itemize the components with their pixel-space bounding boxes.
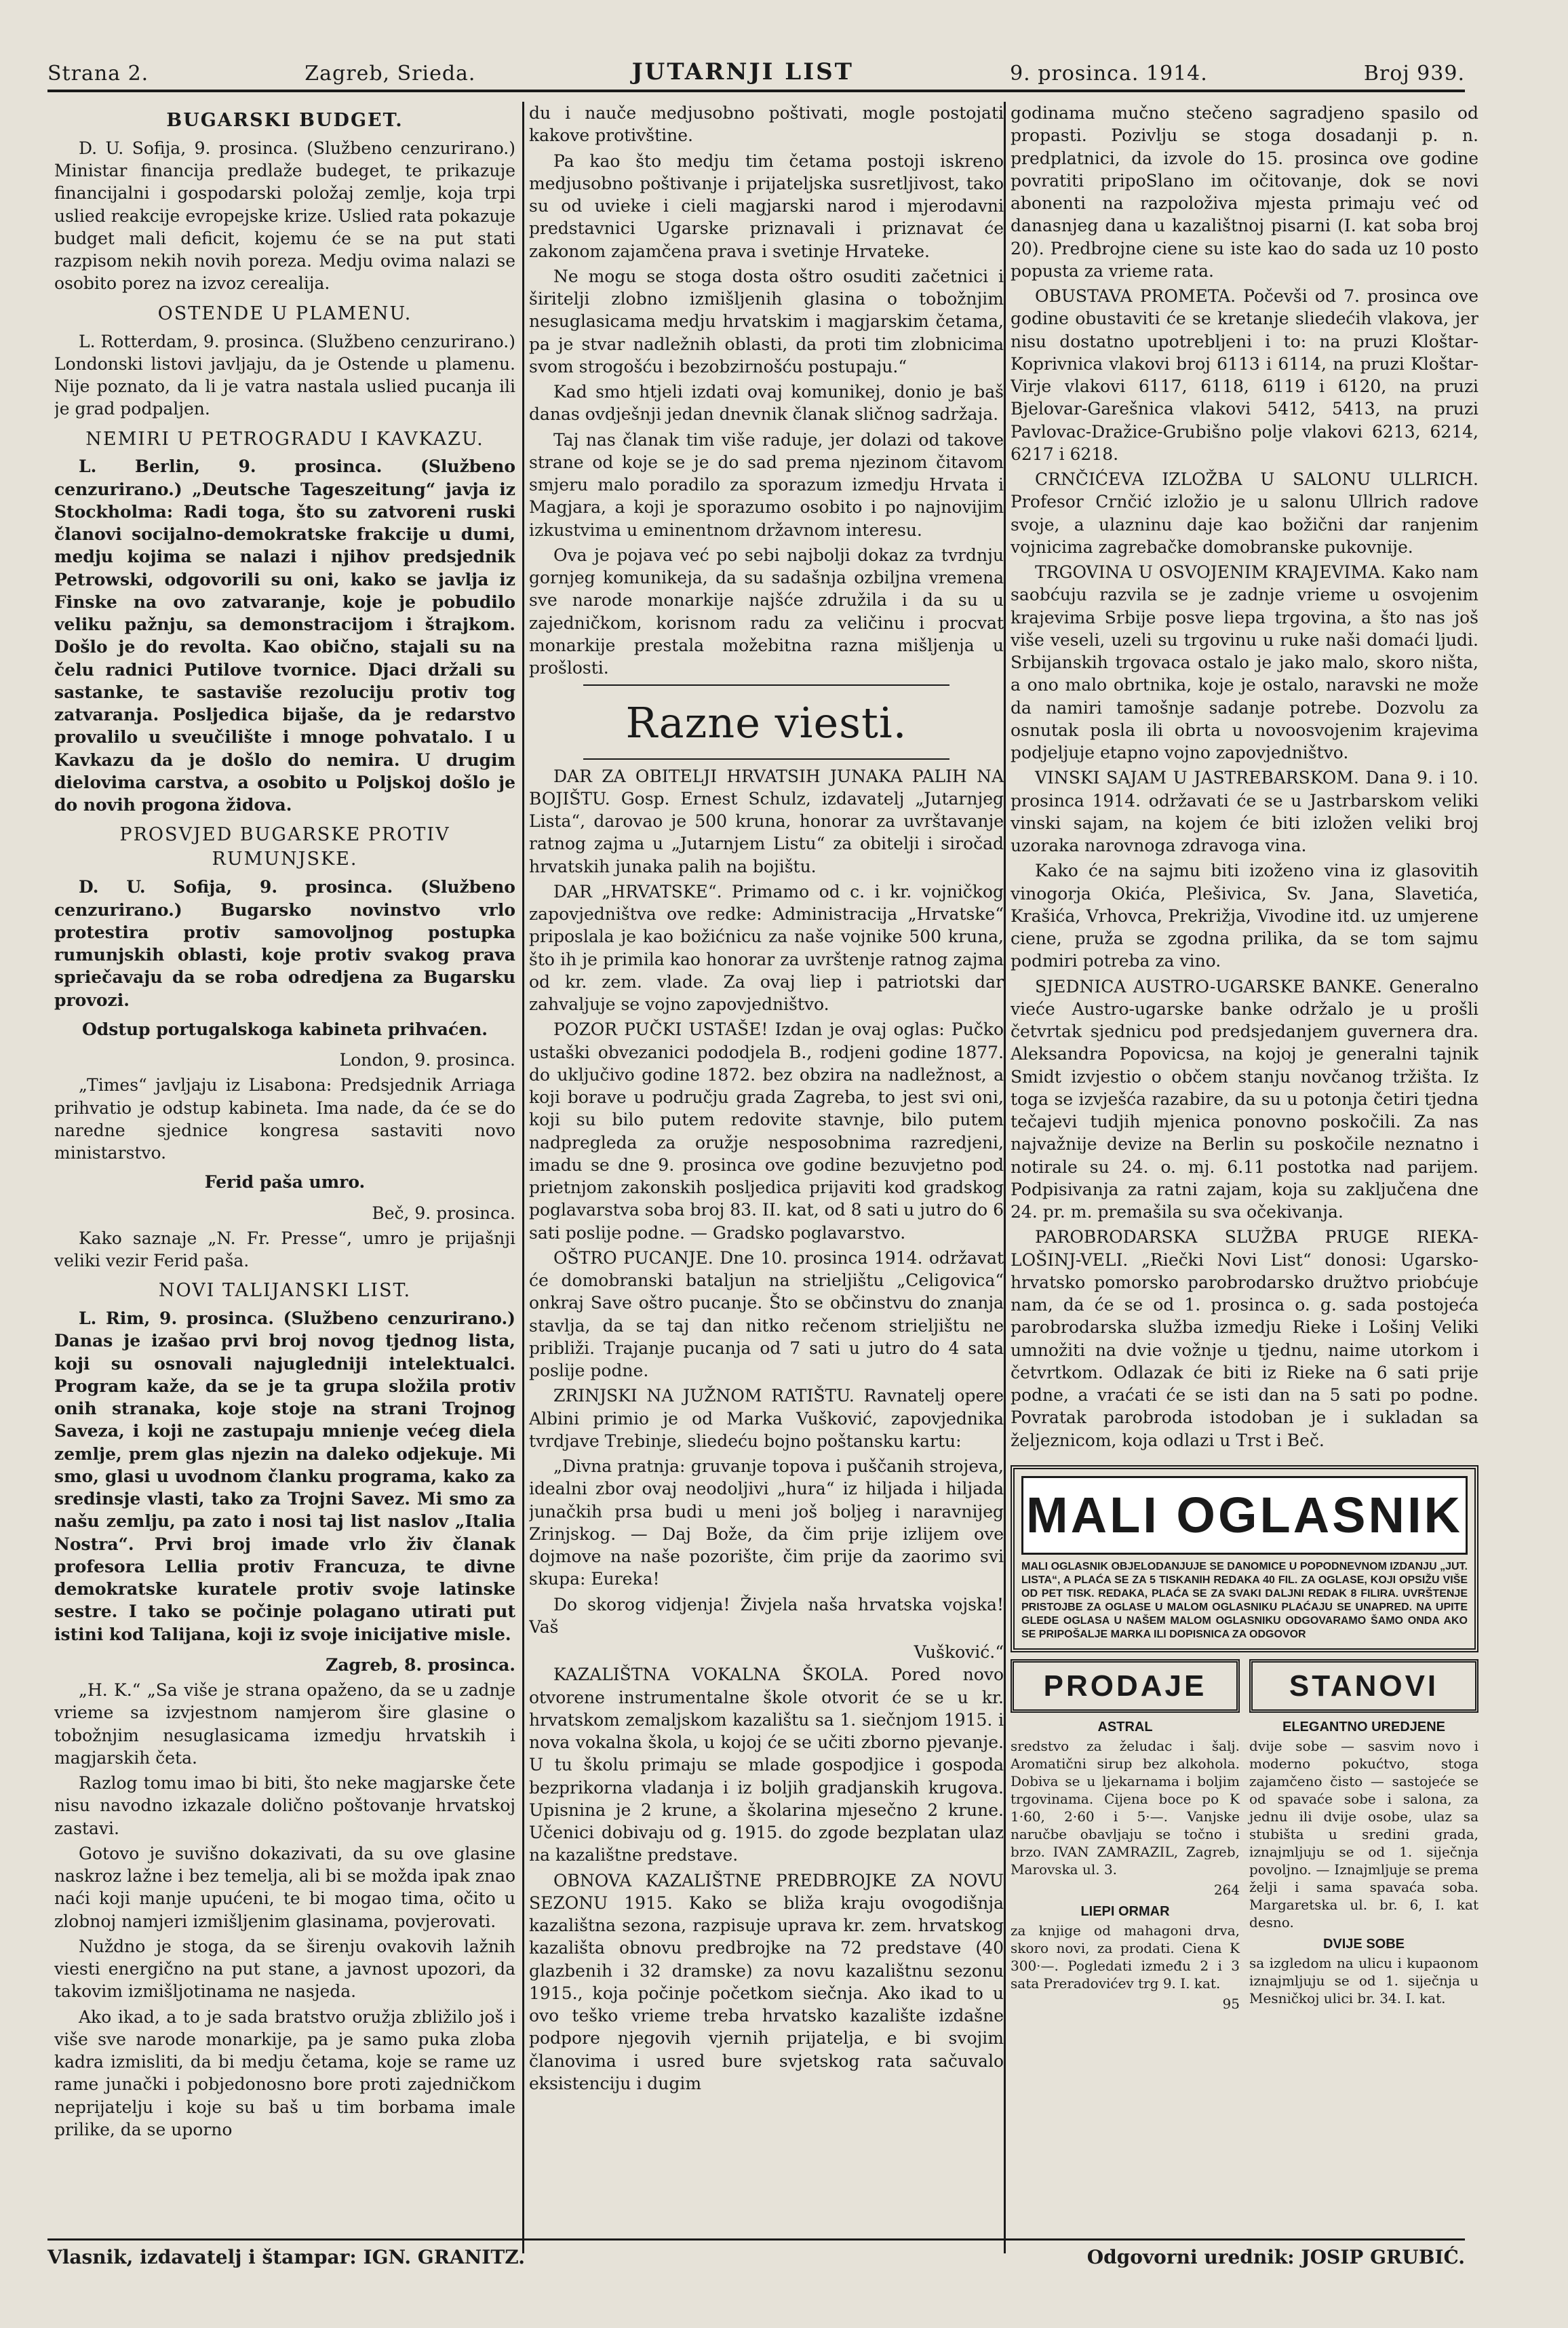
news-item: „Divna pratnja: gruvanje topova i puščanih strojeva, idealni zbor ovaj neodoljivi „hura“ iz hiljada i hiljada junačkih prsa budi u meni još boljeg i naravnijeg Zrinjskog. — Daj Bože, da čim prije izlijem ove dojmove na naše pozorište, čim prije da zaorimo svi skupa: Eureka! bbox=[529, 1456, 1004, 1589]
issue-date: 9. prosinca. 1914. bbox=[1010, 62, 1208, 85]
section-rule bbox=[583, 684, 949, 686]
article-text: D. U. Sofija, 9. prosinca. (Službeno cenzurirano.) Bugarsko novinstvo vrlo protestira protiv samovoljnog postupka rumunjskih oblasti, koje protiv svakog prava spriečavaju da se roba odredjena za Bugarsku provozi. bbox=[54, 877, 515, 1010]
subheadline: Ferid paša umro. bbox=[204, 1172, 366, 1192]
classifieds-intro: MALI OGLASNIK OBJELODANJUJE SE DANOMICE U POPODNEVNOM IZDANJU „JUT. LISTA“, A PLAĆA SE ZA 5 TISKANIH REDAKA 40 FIL. ZA OGLASE, KOJI OPSIŽU VIŠE OD PET TISK. REDAKA, PLAĆA SE ZA SVAKI DALJNI REDAK 8 FILIRA. UVRŠTENJE PRISTOJBE ZA OGLASE U MALOM OGLASNIKU PLAĆAJU SE UNAPRED. NA UPITE GLEDE OGLASA U NAŠEM MALOM OGLASNIKU ODGOVARAMO ŠAMO ONDA AKO SE PRIPOŠALJE MARKA ILI DOPISNICA ZA ODGOVOR bbox=[1021, 1561, 1468, 1641]
news-item: OŠTRO PUCANJE. Dne 10. prosinca 1914. održavat će domobranski bataljun na strieljištu „Celigovica“ onkraj Save oštro pucanje. Što se občinstvu do znanja stavlja, da se taj dan nitko rečenom strieljištu ne približi. Trajanje pucanja od 7 sati u jutro do 4 sata poslije podne. bbox=[529, 1247, 1004, 1381]
headline: NEMIRI U PETROGRADU I KAVKAZU. bbox=[85, 428, 484, 450]
dateline: Beč, 9. prosinca. bbox=[372, 1203, 515, 1223]
subheadline: Odstup portugalskoga kabineta prihvaćen. bbox=[81, 1019, 488, 1039]
ad-text: sa izgledom na ulicu i kupaonom iznajmljuju se od 1. siječnja u Mesničkoj ulici br. 34. I. kat. bbox=[1249, 1955, 1478, 2007]
classifieds-title: MALI OGLASNIK bbox=[1021, 1476, 1468, 1555]
place-day: Zagreb, Srieda. bbox=[305, 62, 476, 85]
news-item: TRGOVINA U OSVOJENIM KRAJEVIMA. Kako nam saobćuju razvila se je zadnje vrieme u osvojenim krajevima Srbije posve liepa trgovina, a što nas još više veseli, uzeli su trgovinu u ruke naši domaći ljudi. Srbijanskih trgovaca ostalo je jako malo, skoro ništa, a ono malo obrtnika, koje je ostalo, naravski ne može da namiri tamošnje sadanje potrebe. Dozvolu za osnutak posla ili obrta u novoosvojenim krajevima podjeljuje etapno vojno zapovjedništvo. bbox=[1011, 562, 1478, 762]
sales-heading: PRODAJE bbox=[1011, 1659, 1240, 1713]
news-item: ZRINJSKI NA JUŽNOM RATIŠTU. Ravnatelj opere Albini primio je od Marka Vušković, zapovjednika tvrdjave Trebinje, sliedeću bojno poštansku kartu: bbox=[529, 1386, 1004, 1451]
imprint bbox=[47, 2238, 1465, 2268]
ad-number: 95 bbox=[1222, 1996, 1240, 2013]
article-text: L. Rim, 9. prosinca. (Službeno cenzurirano.) Danas je izašao prvi broj novog tjednog lista, koji su osnovali najugledniji intelektualci. Program kaže, da se je ta grupa složila protiv onih stranaka, koje stoje na strani Trojnog Saveza, i koji ne zastupaju mnienje većeg diela zemlje, prem glas njezin na daleko odjekuje. Mi smo, glasi u uvodnom članku programa, kako za sredinsje vlasti, tako za Trojni Savez. Mi smo za našu zemlju, pa zato i nosi taj list naslov „Italia Nostra“. Prvi broj imade vrlo živ članak profesora Lellia protiv Francuza, te divne demokratske kuratele protiv svoje latinske sestre. I tako se počinje polagano utirati put istini kod Talijana, koji iz svoje inicijative misle. bbox=[54, 1308, 515, 1644]
news-item: KAZALIŠTNA VOKALNA ŠKOLA. Pored novo otvorene instrumentalne škole otvorit će se u kr. hrvatskom zemaljskom kazalištu sa 1. siečnjom 1915. i nova vokalna škola, u kojoj će se učiti zborno pjevanje. U tu školu primaju se mlade gospodjice i gospoda bezprikorna vladanja i iz boljih gradjanskih krugova. Upisnina je 2 krune, a školarina mjesečno 2 krune. Učenici dobivaju od g. 1915. do zgode bezplatan ulaz na kazalištne predstave. bbox=[529, 1665, 1004, 1865]
article-text: L. Berlin, 9. prosinca. (Službeno cenzurirano.) „Deutsche Tageszeitung“ javja iz Stockholma: Radi toga, što su zatvoreni ruski članovi socijalno-demokratske frakcije u dumi, medju kojima se nalazi i njihov predsjednik Petrowski, odgovorili su oni, kako se javlja iz Finske na ovo zatvaranje, koje je pobudilo veliku pažnju, sa demonstracijom i štrajkom. Došlo je do revolta. Kao obično, stajali su na čelu radnici Putilove tvornice. Djaci držali su sastanke, te sastaviše rezoluciju protiv tog zatvaranja. Posljedica bijaše, da je redarstvo provalilo u sveučilište i mnoge pohvatalo. I u Kavkazu da je došlo do nemira. U drugim dielovima carstva, a osobito u Poljskoj došlo je do novih progona židova. bbox=[54, 457, 515, 815]
article-text: du i nauče medjusobno poštivati, mogle postojati kakove protivštine. bbox=[529, 103, 1004, 146]
section-title: Razne viesti. bbox=[625, 698, 907, 748]
news-item: OBNOVA KAZALIŠTNE PREDBROJKE ZA NOVU SEZONU 1915. Kako se bliža kraju ovogodišnja kazalištna sezona, razpisuje uprava kr. zem. hrvatskog kazališta obnovu predbrojke na 72 predstave (40 glazbenih i 32 dramske) za novu kazalištnu sezonu 1915., koja počinje početkom siečnja. Ako ikad to u ovo teško vrieme treba hrvatsko kazalište izdašne podpore njegovih vjernih prijatelja, e bi svojim članovima i usred bure svjetskog rata sačuvalo eksistenciju i dugim bbox=[529, 1870, 1004, 2093]
dateline: London, 9. prosinca. bbox=[339, 1050, 515, 1070]
publisher: Vlasnik, izdavatelj i štampar: IGN. GRANITZ. bbox=[47, 2246, 525, 2268]
classifieds bbox=[1011, 1659, 1478, 2013]
column-1 bbox=[54, 102, 515, 2247]
column-3 bbox=[1011, 102, 1478, 2247]
article-text: Kako saznaje „N. Fr. Presse“, umro je prijašnji veliki vezir Ferid paša. bbox=[54, 1228, 515, 1271]
headline: OSTENDE U PLAMENU. bbox=[157, 303, 412, 324]
ad-text: dvije sobe — sasvim novo i moderno pokućtvo, stoga zajamčeno čisto — sastojeće se od spavaće sobe i salona, za jednu ili dvije osobe, ulaz sa stubišta u sredini grada, iznajmljuju se od 1. siječnja povoljno. — Iznajmljuje se prema želji i sama spavaća soba. Margaretska ul. br. 6, I. kat desno. bbox=[1249, 1738, 1478, 1931]
classifieds-sales bbox=[1011, 1659, 1240, 2013]
classifieds-flats bbox=[1249, 1659, 1478, 2013]
article-text: Gotovo je suvišno dokazivati, da su ove glasine naskroz lažne i bez temelja, ali bi se možda ipak znao naći koji manje upućeni, te bi mogao tima, očito u zlobnoj namjeri izmišljenim glasinama, povjerovati. bbox=[54, 1843, 515, 1931]
ad-title: LIEPI ORMAR bbox=[1080, 1904, 1170, 1920]
news-item: VINSKI SAJAM U JASTREBARSKOM. Dana 9. i 10. prosinca 1914. održavati će se u Jastrbarskom veliki vinski sajam, na kojem će biti izložen veliki broj uzoraka narovnoga zdravoga vina. bbox=[1011, 768, 1478, 855]
article-text: D. U. Sofija, 9. prosinca. (Službeno cenzurirano.) Ministar financija predlaže budeget, te prikazuje financijalni i gospodarski položaj zemlje, koja trpi uslied reakcije evropejske krize. Uslied rata pokazuje budget mali deficit, kojemu će se na put stati razpisom nekih novih poreza. Medju ovima nalazi se osobito porez na izvoz cerealija. bbox=[54, 138, 515, 294]
news-item: Do skorog vidjenja! Živjela naša hrvatska vojska! Vaš bbox=[529, 1594, 1004, 1637]
article-text: Ova je pojava već po sebi najbolji dokaz za tvrdnju gornjeg komunikeja, da su sadašnja ozbiljna vremena sve narode monarkije najšće združila i da su u zajedničkom, korisnom radu za veličinu i procvat monarkije prestala možebitna razna mišljenja u prošlosti. bbox=[529, 545, 1004, 678]
article-text: „Times“ javljaju iz Lisabona: Predsjednik Arriaga prihvatio je odstup kabineta. Ima nade, da će se do naredne sjednice kongresa sastaviti novo ministarstvo. bbox=[54, 1075, 515, 1163]
article-text: Pa kao što medju tim četama postoji iskreno medjusobno poštivanje i prijateljska susretljivost, tako su od uvieke i cieli magjarski narod i mjerodavni predstavnici Ugarske priznavali i priznavat će zakonom zajamčena prava i svetinje Hrvateke. bbox=[529, 151, 1004, 261]
news-item: SJEDNICA AUSTRO-UGARSKE BANKE. Generalno vieće Austro-ugarske banke održalo je u prošli četvrtak sjednicu pod predsjedanjem guvernera dra. Aleksandra Popovicsa, na kojoj je generalni tajnik Smidt izvjestio o občem stanju novčanog tržišta. Iz toga se izvješća razabire, da su u potonja četiri tjedna tečajevi tudjih mjenica ponovno poskočili. Za nas najvažnije devize na Berlin su poskočile neznatno i notirale su 24. o. mj. 6.11 postotka nad parijem. Podpisivanja za ratni zajam, koja su zaključena dne 24. pr. m. premašila su sva očekivanja. bbox=[1011, 976, 1478, 1222]
ad-number: 264 bbox=[1213, 1882, 1240, 1899]
ad-title: ELEGANTNO UREDJENE bbox=[1282, 1720, 1446, 1735]
news-item: OBUSTAVA PROMETA. Počevši od 7. prosinca ove godine obustaviti će se kretanje sliedećih vlakova, jer nisu dostatno upotrebljeni i to: na pruzi Kloštar-Koprivnica vlakovi broj 6113 i 6114, na pruzi Kloštar-Virje vlakovi 6117, 6118, 6119 i 6120, na pruzi Bjelovar-Garešnica vlakovi 5412, 5413, na pruzi Pavlovac-Dražice-Grubišno polje vlakovi 6213, 6214, 6217 i 6218. bbox=[1011, 286, 1478, 464]
signature: Vušković.“ bbox=[914, 1642, 1004, 1663]
ad-text: sredstvo za želudac i šalj. Aromatični sirup bez alkohola. Dobiva se u ljekarnama i boljim trgovinama. Cijena boce po K 1·60, 2·60 i 5·—. Vanjske naručbe obavljaju se točno i brzo. IVAN ZAMRAZIL, Zagreb, Marovska ul. 3. bbox=[1011, 1738, 1240, 1878]
headline: NOVI TALIJANSKI LIST. bbox=[158, 1280, 412, 1302]
flats-heading: STANOVI bbox=[1249, 1659, 1478, 1713]
classifieds-banner bbox=[1011, 1465, 1478, 1652]
news-item: POZOR PUČKI USTAŠE! Izdan je ovaj oglas: Pučko ustaški obvezanici pododjela B., rodjeni godine 1877. do uključivo godine 1872. bez obzira na nadležnost, a koji borave u području grada Zagreba, to jest svi oni, koji su bilo putem redovite stavnje, bilo putem nadpregleda za oružje nesposobnima razredjeni, imadu se dne 9. prosinca ove godine bezuvjetno pod prietnjom zakonskih posljedica prijaviti kod gradskog poglavarstva soba broj 83. II. kat, od 8 sati u jutro do 6 sati poslije podne. — Gradsko poglavarstvo. bbox=[529, 1020, 1004, 1243]
article-text: L. Rotterdam, 9. prosinca. (Službeno cenzurirano.) Londonski listovi javljaju, da je Ostende u plamenu. Nije poznato, da li je vatra nastala uslied pucanja ili je grad podpaljen. bbox=[54, 331, 515, 419]
masthead bbox=[47, 42, 1465, 92]
section-rule bbox=[583, 758, 949, 760]
news-item: Kako će na sajmu biti izoženo vina iz glasovitih vinogorja Okića, Plešivica, Sv. Jana, Slavetića, Krašića, Vrhovca, Prekrižja, Vivodine itd. uz umjerene ciene, pruža se zgodna prilika, da se tom sajmu podmiri potreba za vino. bbox=[1011, 861, 1478, 971]
news-item: PAROBRODARSKA SLUŽBA PRUGE RIEKA-LOŠINJ-VELI. „Riečki Novi List“ donosi: Ugarsko-hrvatsko pomorsko parobrodarsko družtvo priobćuje nam, da će se od 1. prosinca o. g. sada postojeća parobrodarska služba izmedju Rieke i Lošinj Veliki umnožiti na dvie vožnje u tjednu, naime utorkom i četvrtkom. Odlazak će biti iz Rieke na 6 sati prije podne, a vraćati će se isti dan na 5 sati po podne. Povratak parobroda istodoban je i sukladan sa željeznicom, koja odlazi u Trst i Beč. bbox=[1011, 1227, 1478, 1450]
issue-number: Broj 939. bbox=[1363, 62, 1465, 85]
article-text: Nuždno je stoga, da se širenju ovakovih lažnih viesti energično na put stane, a javnost upozori, da takovim izmišljotinama ne nasjeda. bbox=[54, 1936, 515, 2002]
article-text: Ako ikad, a to je sada bratstvo oružja zbližilo još i više sve narode monarkije, pa je samo puka zloba kadra izmisliti, da bi medju četama, koje se rame uz rame junački i pobjedonosno bore proti zajedničkom neprijatelju i koje su baš u tim borbama imale prilike, da se uporno bbox=[54, 2006, 515, 2139]
ad-title: DVIJE SOBE bbox=[1322, 1937, 1405, 1952]
headline: BUGARSKI BUDGET. bbox=[166, 110, 404, 131]
news-item: DAR „HRVATSKE“. Primamo od c. i kr. vojničkog zapovjedništva ove redke: Administracija „Hrvatske“ priposlala je kao božićnicu za naše vojnike 500 kruna, što ih je primila kao honorar za uvrštenje ratnog zajma od kr. zem. vlade. Za ovaj liep i patriotski dar zahvaljuje se vojno zapovjedništvo. bbox=[529, 881, 1004, 1015]
news-item: DAR ZA OBITELJI HRVATSIH JUNAKA PALIH NA BOJIŠTU. Gosp. Ernest Schulz, izdavatelj „Jutarnjeg Lista“, darovao je 500 kruna, honorar za uvrštavanje ratnog zajma u „Jutarnjem Listu“ za obitelji i siročad hrvatskih junaka palih na bojištu. bbox=[529, 766, 1004, 876]
column-divider bbox=[1004, 102, 1006, 2253]
page-number: Strana 2. bbox=[47, 62, 149, 85]
news-item: godinama mučno stečeno sagradjeno spasilo od propasti. Pozivlju se stoga dosadanji p. n. predplatnici, da izvole do 15. prosinca ove godine povratiti pripoSlano im očitovanje, dok se novi abonenti na razpoloživa mjesta primaju već od danasnjeg dana u kazalištnoj pisarni (I. kat soba broj 20). Predbrojne ciene su iste kao do sada uz 10 posto popusta za vrieme rata. bbox=[1011, 103, 1478, 281]
article-text: Kad smo htjeli izdati ovaj komunikej, donio je baš danas ovdješnji jedan dnevnik članak sličnog sadržaja. bbox=[529, 382, 1004, 425]
newspaper-name: JUTARNJI LIST bbox=[631, 58, 854, 85]
column-divider bbox=[522, 102, 524, 2253]
news-item: CRNČIĆEVA IZLOŽBA U SALONU ULLRICH. Profesor Crnčić izložio je u salonu Ullrich radove svoje, a ulazninu daje kao božični dar ranjenim vojnicima zagrebačke domobranske pukovnije. bbox=[1011, 469, 1478, 557]
editor: Odgovorni urednik: JOSIP GRUBIĆ. bbox=[1086, 2246, 1465, 2268]
column-2 bbox=[529, 102, 1004, 2247]
dateline: Zagreb, 8. prosinca. bbox=[326, 1654, 515, 1675]
ad-text: za knjige od mahagoni drva, skoro novi, za prodati. Ciena K 300·—. Pogledati između 2 i 3 sata Preradovićev trg 9. I. kat. bbox=[1011, 1922, 1240, 1992]
article-text: „H. K.“ „Sa više je strana opaženo, da se u zadnje vrieme sa izvjestnom namjerom šire glasine o tobožnjim nesuglasicama izmedju hrvatskih i magjarskih četa. bbox=[54, 1680, 515, 1768]
headline: PROSVJED BUGARSKE PROTIV RUMUNJSKE. bbox=[119, 824, 450, 870]
article-text: Razlog tomu imao bi biti, što neke magjarske čete nisu navodno izkazale dolično poštovanje hrvatskoj zastavi. bbox=[54, 1773, 515, 1838]
ad-title: ASTRAL bbox=[1097, 1720, 1153, 1735]
article-text: Ne mogu se stoga dosta oštro osuditi začetnici i širitelji zlobno izmišljenih glasina o tobožnjim nesuglasicama medju hrvatskim i magjarskim četama, pa je stvar nadležnih oblasti, da proti tim zlobnicima svom strogošću i bezobzirnošću postupaju.“ bbox=[529, 266, 1004, 376]
article-text: Taj nas članak tim više raduje, jer dolazi od takove strane od koje se je do sad prema njezinom čitavom smjeru malo poradilo za sporazum izmedju Hrvata i Magjara, a koji je sporazumo osobito i po najnovijim izkustvima u eminentnom državnom interesu. bbox=[529, 429, 1004, 540]
